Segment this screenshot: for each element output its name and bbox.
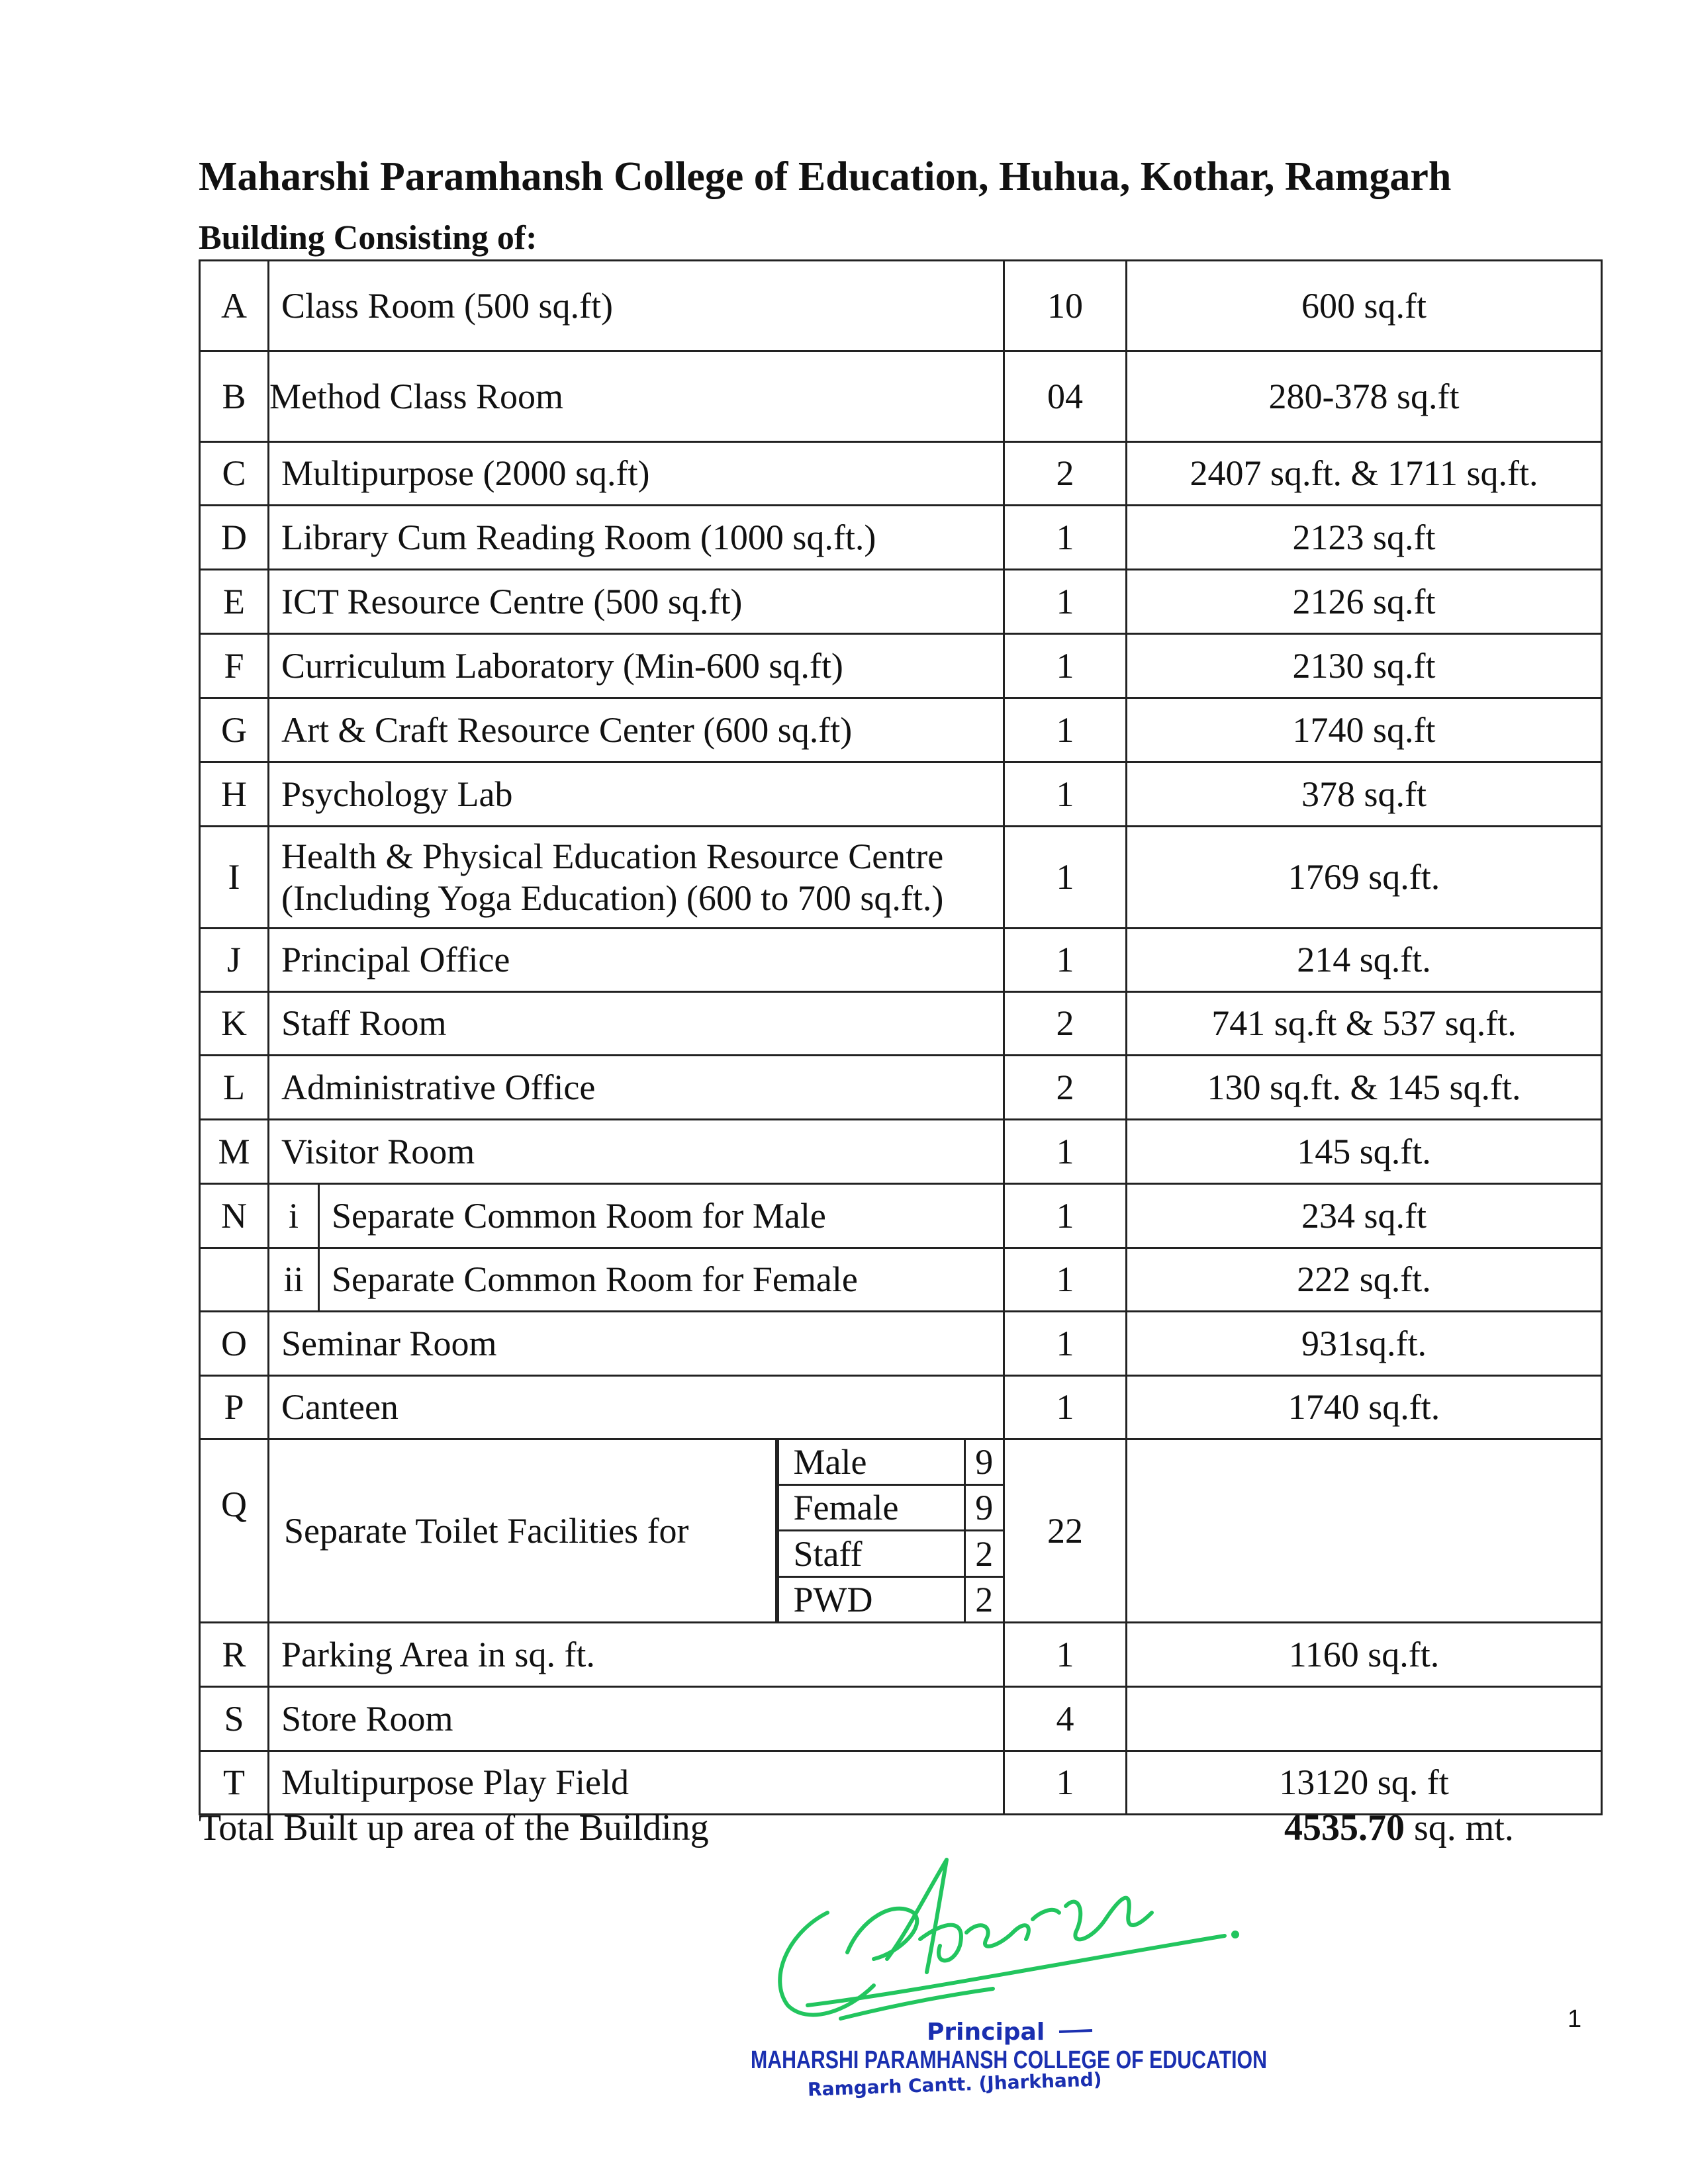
building-table: [199, 259, 1603, 1815]
table-row: [200, 261, 1602, 351]
signature-icon: [780, 1860, 1225, 2019]
row-item: Separate Common Room for Male: [319, 1184, 1004, 1248]
row-area: 1740 sq.ft: [1127, 698, 1602, 762]
row-item: Multipurpose (2000 sq.ft): [269, 442, 1004, 506]
row-letter: I: [200, 827, 269, 929]
row-letter: J: [200, 929, 269, 992]
row-area: 2123 sq.ft: [1127, 506, 1602, 570]
seal-line-2: MAHARSHI PARAMHANSH COLLEGE OF EDUCATION: [751, 2046, 1267, 2074]
row-count: 4: [1004, 1687, 1127, 1751]
row-area: 1160 sq.ft.: [1127, 1623, 1602, 1687]
table-row: [200, 570, 1602, 634]
toilet-row: [778, 1531, 1003, 1576]
total-number: 4535.70: [1284, 1807, 1405, 1848]
row-count: 04: [1004, 351, 1127, 442]
principal-seal: [748, 1840, 1278, 2101]
row-item: Library Cum Reading Room (1000 sq.ft.): [269, 506, 1004, 570]
toilet-label: PWD: [778, 1576, 964, 1621]
row-count: 1: [1004, 1184, 1127, 1248]
row-letter: E: [200, 570, 269, 634]
row-letter: F: [200, 634, 269, 698]
toilet-count: 9: [964, 1485, 1003, 1531]
row-item-line: Health & Physical Education Resource Centre: [281, 837, 944, 877]
row-letter: H: [200, 762, 269, 827]
row-item: Separate Common Room for Female: [319, 1248, 1004, 1312]
table-row: [200, 1439, 1602, 1623]
row-area: [1127, 1687, 1602, 1751]
toilet-row: [778, 1440, 1003, 1485]
row-letter: S: [200, 1687, 269, 1751]
row-area: 214 sq.ft.: [1127, 929, 1602, 992]
row-count: 22: [1004, 1439, 1127, 1623]
table-row: [200, 992, 1602, 1056]
row-item: Store Room: [269, 1687, 1004, 1751]
row-count: 1: [1004, 570, 1127, 634]
toilet-count: 9: [964, 1440, 1003, 1485]
toilet-count: 2: [964, 1531, 1003, 1576]
row-letter: L: [200, 1056, 269, 1120]
page-number: 1: [1568, 2005, 1582, 2033]
row-area: 13120 sq. ft: [1127, 1751, 1602, 1815]
seal-line-3: Ramgarh Cantt. (Jharkhand): [807, 2068, 1103, 2101]
row-area: 145 sq.ft.: [1127, 1120, 1602, 1184]
row-count: 2: [1004, 1056, 1127, 1120]
row-letter: M: [200, 1120, 269, 1184]
row-area: 1740 sq.ft.: [1127, 1376, 1602, 1439]
row-letter: T: [200, 1751, 269, 1815]
table-row: [200, 506, 1602, 570]
row-area: 2407 sq.ft. & 1711 sq.ft.: [1127, 442, 1602, 506]
table-row: [200, 827, 1602, 929]
row-letter: A: [200, 261, 269, 351]
row-count: 1: [1004, 762, 1127, 827]
seal-underline: [1059, 2030, 1092, 2032]
toilet-label: Female: [778, 1485, 964, 1531]
table-row: [200, 634, 1602, 698]
table-row: [200, 762, 1602, 827]
row-area: [1127, 1439, 1602, 1623]
row-item: Staff Room: [269, 992, 1004, 1056]
row-count: 2: [1004, 992, 1127, 1056]
table-row: [200, 1248, 1602, 1312]
row-sub-index: i: [269, 1184, 319, 1248]
row-letter: N: [200, 1184, 269, 1248]
row-item: Curriculum Laboratory (Min-600 sq.ft): [269, 634, 1004, 698]
table-row: [200, 1623, 1602, 1687]
table-row: [200, 1056, 1602, 1120]
row-count: 1: [1004, 634, 1127, 698]
row-count: 1: [1004, 1623, 1127, 1687]
toilet-row: [778, 1485, 1003, 1531]
row-item: Seminar Room: [269, 1312, 1004, 1376]
row-area: 741 sq.ft & 537 sq.ft.: [1127, 992, 1602, 1056]
total-value: [1284, 1807, 1514, 1849]
row-area: 2130 sq.ft: [1127, 634, 1602, 698]
toilet-count: 2: [964, 1576, 1003, 1621]
row-count: 1: [1004, 698, 1127, 762]
row-item: Principal Office: [269, 929, 1004, 992]
row-area: 222 sq.ft.: [1127, 1248, 1602, 1312]
row-area: 931sq.ft.: [1127, 1312, 1602, 1376]
table-row: [200, 1184, 1602, 1248]
row-area: 600 sq.ft: [1127, 261, 1602, 351]
row-item: Art & Craft Resource Center (600 sq.ft): [269, 698, 1004, 762]
row-item: Administrative Office: [269, 1056, 1004, 1120]
row-letter: G: [200, 698, 269, 762]
table-row: [200, 351, 1602, 442]
row-count: 2: [1004, 442, 1127, 506]
row-count: 1: [1004, 506, 1127, 570]
table-row: [200, 929, 1602, 992]
row-item: Psychology Lab: [269, 762, 1004, 827]
row-area: 1769 sq.ft.: [1127, 827, 1602, 929]
section-heading: Building Consisting of:: [199, 219, 538, 257]
row-count: 1: [1004, 1751, 1127, 1815]
row-count: 1: [1004, 1312, 1127, 1376]
row-area: 130 sq.ft. & 145 sq.ft.: [1127, 1056, 1602, 1120]
row-letter: O: [200, 1312, 269, 1376]
row-item: ICT Resource Centre (500 sq.ft): [269, 570, 1004, 634]
table-row: [200, 1120, 1602, 1184]
toilet-label: Male: [778, 1440, 964, 1485]
row-area: 280-378 sq.ft: [1127, 351, 1602, 442]
row-letter: P: [200, 1376, 269, 1439]
row-item: Separate Toilet Facilities for: [284, 1510, 689, 1551]
row-item: Visitor Room: [269, 1120, 1004, 1184]
row-item: Class Room (500 sq.ft): [269, 261, 1004, 351]
row-area: 234 sq.ft: [1127, 1184, 1602, 1248]
row-letter: R: [200, 1623, 269, 1687]
row-letter: [200, 1248, 269, 1312]
toilet-label: Staff: [778, 1531, 964, 1576]
table-row: [200, 442, 1602, 506]
row-letter: Q: [200, 1439, 269, 1623]
toilet-row: [778, 1576, 1003, 1621]
row-count: 1: [1004, 1376, 1127, 1439]
row-count: 1: [1004, 827, 1127, 929]
row-item-line: (Including Yoga Education) (600 to 700 sq.ft.): [281, 878, 944, 918]
row-area: 378 sq.ft: [1127, 762, 1602, 827]
table-row: [200, 1687, 1602, 1751]
row-letter: B: [200, 351, 269, 442]
row-sub-index: ii: [269, 1248, 319, 1312]
row-area: 2126 sq.ft: [1127, 570, 1602, 634]
toilet-cell: [269, 1439, 1004, 1623]
signature-dot: [1231, 1931, 1239, 1938]
document-title: Maharshi Paramhansh College of Education, Huhua, Kothar, Ramgarh: [199, 154, 1452, 199]
seal-line-1: Principal: [927, 2019, 1045, 2046]
total-unit: sq. mt.: [1405, 1807, 1514, 1848]
table-row: [200, 1312, 1602, 1376]
row-item: Parking Area in sq. ft.: [269, 1623, 1004, 1687]
row-count: 1: [1004, 1120, 1127, 1184]
row-count: 1: [1004, 929, 1127, 992]
row-item: Canteen: [269, 1376, 1004, 1439]
table-row: [200, 1751, 1602, 1815]
toilet-breakdown: [777, 1440, 1004, 1621]
table-row: [200, 1376, 1602, 1439]
row-letter: D: [200, 506, 269, 570]
row-count: 1: [1004, 1248, 1127, 1312]
row-item: Multipurpose Play Field: [269, 1751, 1004, 1815]
row-letter: C: [200, 442, 269, 506]
table-row: [200, 698, 1602, 762]
total-label: Total Built up area of the Building: [199, 1807, 709, 1848]
row-letter: K: [200, 992, 269, 1056]
row-item: [269, 827, 1004, 929]
row-count: 10: [1004, 261, 1127, 351]
row-item: Method Class Room: [269, 351, 1004, 442]
